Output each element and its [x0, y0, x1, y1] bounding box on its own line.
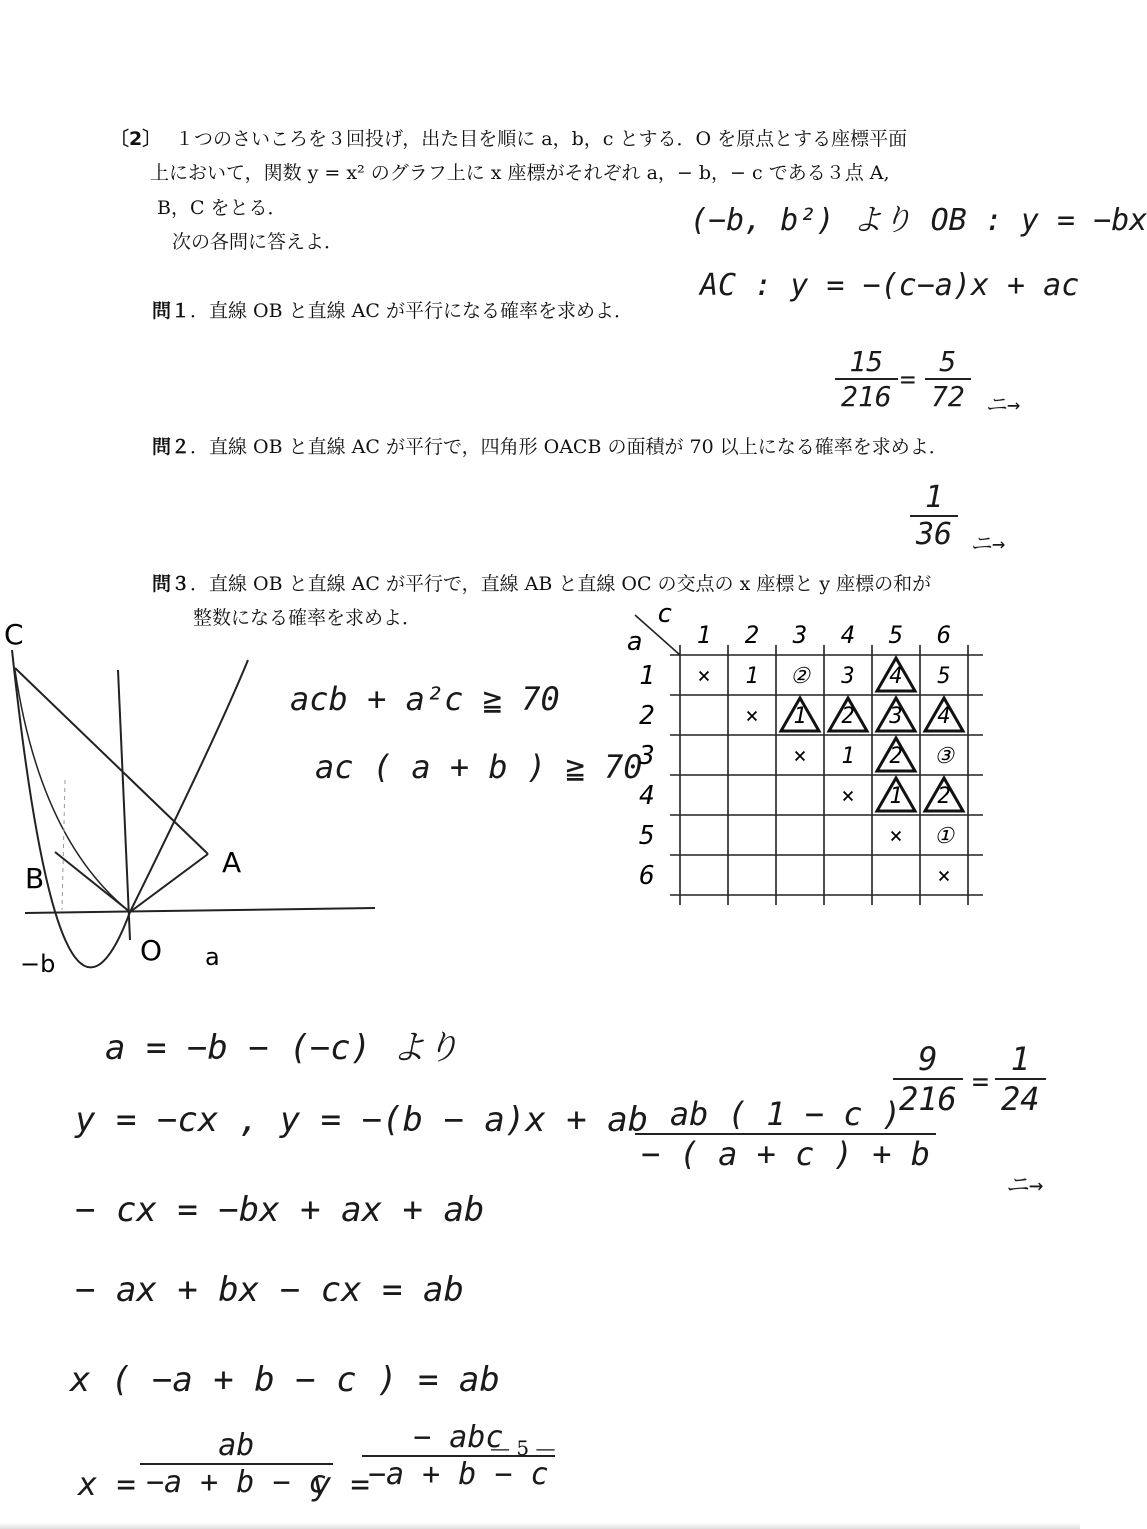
x-denominator: −a + b − c — [146, 1465, 327, 1500]
sum-numerator: ab ( 1 − c ) — [635, 1095, 936, 1135]
grid-cell-value: 4 — [937, 704, 951, 729]
step-line-equations: y = −cx , y = −(b − a)x + ab — [75, 1100, 649, 1140]
graph-label-neg-b: −b — [20, 950, 56, 978]
q3-result-denominator: 24 — [1001, 1080, 1040, 1118]
q3-unit: ニ→ — [1005, 1171, 1044, 1199]
grid-row-header: 5 — [639, 821, 655, 851]
grid-row-header: 3 — [639, 741, 655, 771]
problem-intro-line4: 次の各問に答えよ． — [172, 231, 344, 253]
grid-cell-value: 2 — [937, 784, 951, 809]
parabola-graph — [0, 620, 400, 980]
count-grid — [625, 600, 985, 940]
q3-numerator: 9 — [893, 1040, 963, 1080]
line-ca — [15, 668, 208, 854]
note-ob-line: (−b, b²) より OB : y = −bx — [690, 203, 1147, 238]
step-1: − cx = −bx + ax + ab — [75, 1190, 485, 1230]
q2-numerator: 1 — [910, 480, 958, 517]
grid-cell-value: × — [697, 664, 711, 689]
grid-row-header: 2 — [639, 701, 655, 731]
problem-intro-line2: 上において，関数 y = x² のグラフ上に x 座標がそれぞれ a，− b，− c である３点 A, — [150, 162, 890, 184]
step-condition: a = −b − (−c) より — [105, 1028, 460, 1068]
q1-equals: = — [900, 365, 916, 395]
q3-result — [995, 1040, 1046, 1118]
x-axis — [25, 908, 375, 913]
grid-cell-value: 1 — [841, 744, 855, 769]
grid-cell-value: 5 — [937, 664, 951, 689]
q3-result-numerator: 1 — [995, 1040, 1046, 1080]
q1-unit: ニ→ — [985, 393, 1021, 418]
q3-denominator: 216 — [899, 1080, 957, 1118]
question-2 — [152, 436, 948, 459]
grid-cell-value: 3 — [889, 704, 903, 729]
problem-intro-line1: １つのさいころを３回投げ，出た目を順に a，b，c とする．O を原点とする座標平面 — [175, 128, 908, 150]
question-2-label: 問２ — [152, 436, 191, 458]
grid-cell-value: 1 — [889, 784, 903, 809]
grid-row-header: 1 — [639, 661, 655, 691]
sum-fraction — [635, 1095, 936, 1173]
question-1-text: ．直線 OB と直線 AC が平行になる確率を求めよ． — [190, 300, 633, 322]
grid-cell-value: 2 — [889, 744, 903, 769]
question-1 — [152, 300, 633, 323]
grid-cell-value: ③ — [934, 744, 954, 769]
q2-fraction — [910, 480, 958, 552]
question-3-text: ．直線 OB と直線 AC が平行で，直線 AB と直線 OC の交点の x 座標と y 座標の和が — [190, 573, 932, 595]
grid-cell-value: ② — [790, 664, 810, 689]
y-numerator: − abc — [362, 1420, 555, 1457]
graph-label-o: O — [140, 934, 163, 967]
problem-intro-line3: B，C をとる． — [157, 197, 287, 219]
q1-result-denominator: 72 — [931, 380, 965, 413]
x-lhs: x = — [78, 1465, 136, 1503]
area-inequality-2: ac ( a + b ) ≧ 70 — [315, 748, 643, 786]
problem-number: 〔2〕 — [110, 128, 162, 150]
graph-label-b: B — [25, 862, 45, 895]
grid-col-header: 6 — [936, 621, 952, 649]
page-number: — 5 — — [490, 1436, 556, 1460]
grid-row-header: 6 — [639, 861, 655, 891]
grid-col-header: 1 — [696, 621, 712, 649]
q1-result — [925, 345, 971, 413]
grid-cell-value: 2 — [841, 704, 855, 729]
q1-denominator: 216 — [841, 380, 892, 413]
question-3-text2: 整数になる確率を求めよ． — [193, 607, 422, 629]
grid-col-header: 4 — [840, 621, 856, 649]
grid-cell-value: ① — [934, 824, 954, 849]
q3-equals: = — [972, 1065, 989, 1098]
q2-denominator: 36 — [916, 517, 953, 552]
page-edge-shadow — [0, 1523, 1080, 1529]
grid-cell-value: × — [889, 824, 903, 849]
grid-col-header: 5 — [888, 621, 904, 649]
sum-denominator: − ( a + c ) + b — [641, 1135, 930, 1173]
q1-fraction — [835, 345, 898, 413]
question-3 — [152, 573, 931, 596]
step-2: − ax + bx − cx = ab — [75, 1270, 464, 1310]
question-2-text: ．直線 OB と直線 AC が平行で，四角形 OACB の面積が 70 以上になる確率を求めよ． — [190, 436, 948, 458]
q3-fraction — [893, 1040, 963, 1118]
question-3-label: 問３ — [152, 573, 191, 595]
grid-cell-value: × — [793, 744, 807, 769]
y-axis — [118, 670, 130, 940]
q2-unit: ニ→ — [970, 532, 1006, 557]
q1-result-numerator: 5 — [925, 345, 971, 380]
grid-cell-value: × — [841, 784, 855, 809]
y-denominator: −a + b − c — [368, 1457, 549, 1492]
grid-cell-value: 3 — [841, 664, 855, 689]
graph-label-axis-a: a — [205, 943, 220, 971]
q1-numerator: 15 — [835, 345, 898, 380]
graph-label-a: A — [222, 846, 242, 879]
grid-cell-value: 1 — [793, 704, 807, 729]
x-numerator: ab — [140, 1428, 333, 1465]
area-inequality-1: acb + a²c ≧ 70 — [290, 680, 560, 718]
grid-col-header: 3 — [792, 621, 808, 649]
grid-cell-value: 4 — [889, 664, 903, 689]
grid-corner-c: c — [657, 599, 673, 629]
question-1-label: 問１ — [152, 300, 191, 322]
x-fraction — [140, 1428, 333, 1500]
grid-row-header: 4 — [639, 781, 655, 811]
grid-cell-value: 1 — [745, 664, 759, 689]
step-3: x ( −a + b − c ) = ab — [70, 1360, 500, 1400]
grid-corner-a: a — [627, 627, 643, 657]
note-ac-line: AC : y = −(c−a)x + ac — [700, 268, 1080, 303]
graph-label-c: C — [4, 618, 24, 651]
grid-cell-value: × — [745, 704, 759, 729]
y-lhs: y = — [312, 1465, 370, 1503]
grid-cell-value: × — [937, 864, 951, 889]
line-oa — [130, 854, 208, 912]
grid-col-header: 2 — [744, 621, 760, 649]
